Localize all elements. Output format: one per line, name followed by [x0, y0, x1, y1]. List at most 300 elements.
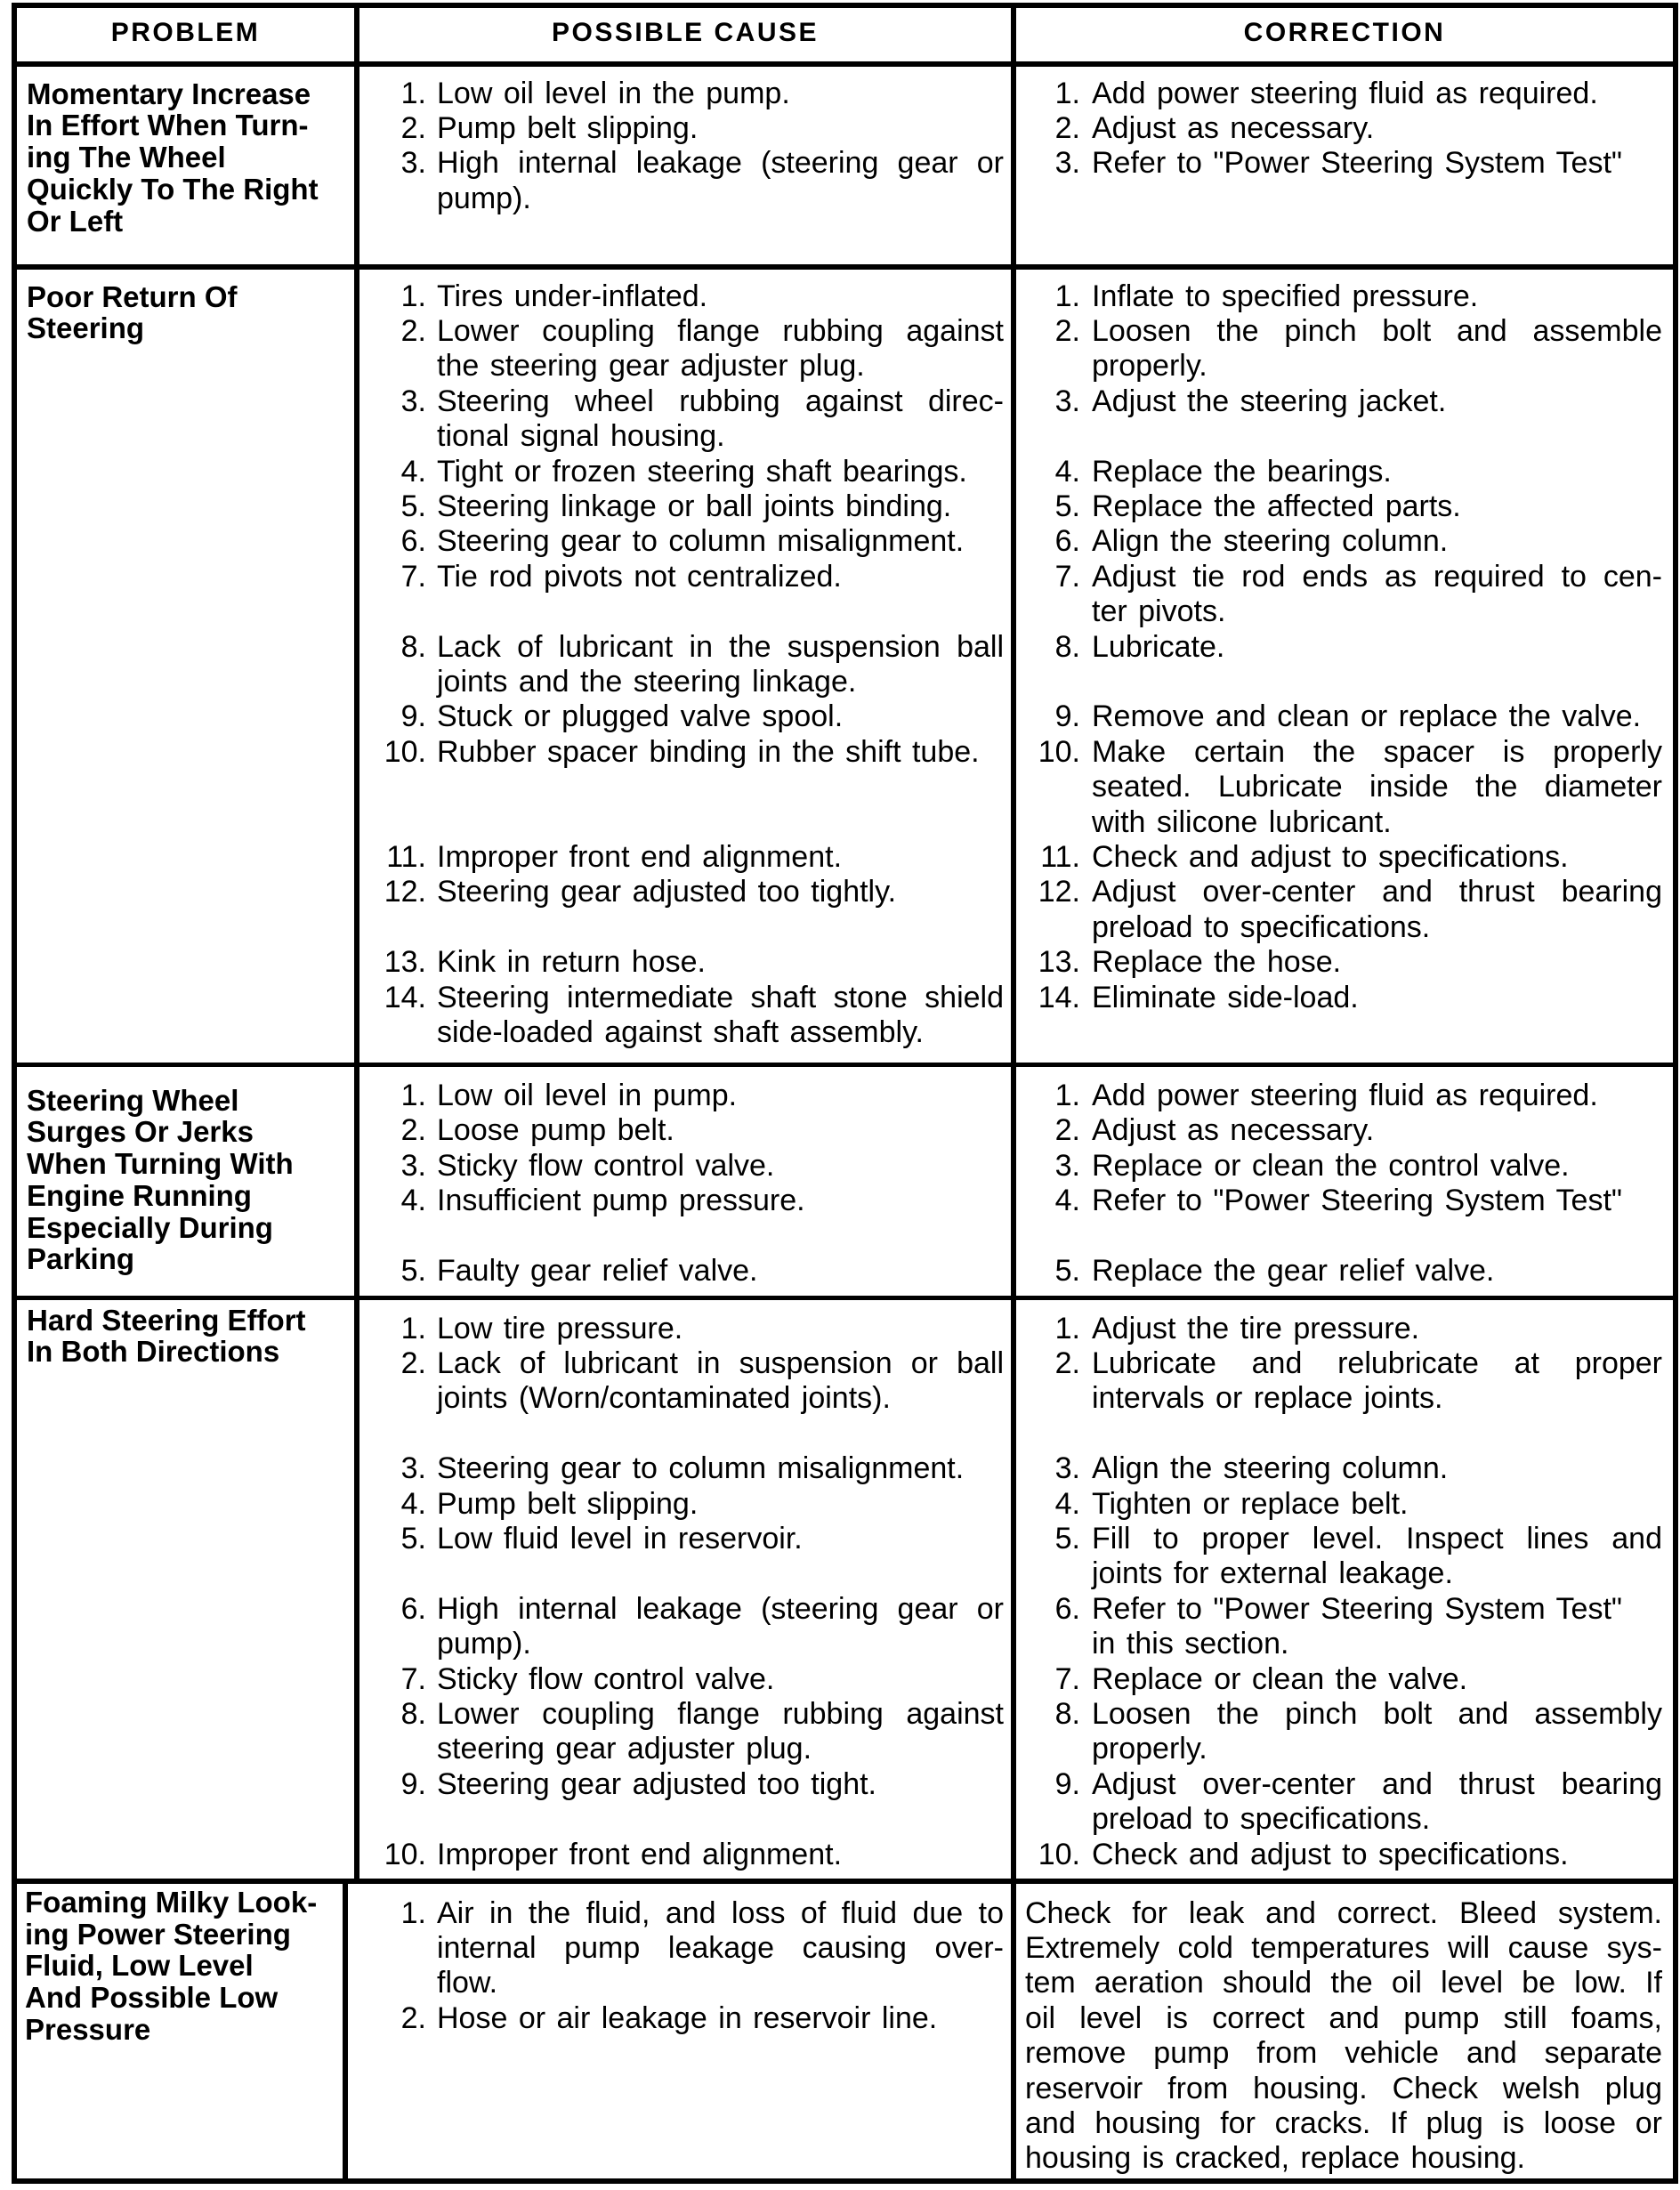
item-number: 3. — [400, 1148, 426, 1183]
cause-item — [359, 1487, 1011, 1522]
correction-text — [1092, 1451, 1662, 1486]
correction-paragraph — [1025, 1884, 1662, 2177]
item-number: 1. — [1054, 1311, 1080, 1346]
cause-item — [359, 1896, 1011, 2001]
item-number: 2. — [1054, 1346, 1080, 1380]
item-number: 2. — [1054, 313, 1080, 348]
text-line: Align the steering column. — [1092, 1451, 1449, 1486]
text-line: in this section. — [1092, 1627, 1289, 1661]
item-row — [359, 699, 1673, 734]
item-row — [359, 945, 1673, 980]
text-line: the steering gear adjuster plug. — [437, 349, 865, 384]
correction-item — [1016, 1254, 1673, 1289]
correction-text — [1092, 455, 1662, 489]
item-row — [359, 1767, 1673, 1838]
text-line: intervals or replace joints. — [1092, 1381, 1443, 1416]
text-line: pump). — [437, 181, 531, 215]
text-line: Refer to "Power Steering System Test" — [1092, 1591, 1622, 1626]
item-number: 3. — [1054, 384, 1080, 418]
cause-correction-list — [359, 67, 1673, 216]
row-hard-steering-effort — [17, 1300, 1673, 1879]
item-number: 6. — [400, 524, 426, 559]
text-line: Loosen the pinch bolt and assemble — [1092, 313, 1662, 348]
item-number: 2. — [1054, 1113, 1080, 1148]
item-row — [359, 1592, 1673, 1662]
text-line: joints and the steering linkage. — [437, 664, 857, 699]
text-line: Sticky flow control valve. — [437, 1148, 775, 1183]
item-number: 7. — [400, 1661, 426, 1696]
text-line: Refer to "Power Steering System Test" — [1092, 146, 1622, 181]
item-number: 4. — [1054, 1184, 1080, 1218]
correction-item — [1016, 1838, 1673, 1872]
cause-item — [359, 945, 1011, 980]
cause-text — [437, 1312, 1004, 1346]
cause-item — [359, 2001, 1011, 2036]
correction-text — [1092, 384, 1662, 455]
correction-text — [1092, 1113, 1662, 1148]
cause-item — [359, 455, 1011, 489]
item-number: 3. — [1054, 1148, 1080, 1183]
text-line: Lack of lubricant in the suspension ball — [437, 629, 1004, 664]
text-line: High internal leakage (steering gear or — [437, 1591, 1004, 1626]
item-number: 3. — [400, 1451, 426, 1486]
cause-text — [437, 455, 1004, 489]
text-line: side-loaded against shaft assembly. — [437, 1015, 925, 1050]
header-possible-cause: POSSIBLE CAUSE — [551, 18, 820, 47]
problem-line: Foaming Milky Look- — [25, 1886, 318, 1919]
cause-text — [437, 735, 1004, 840]
item-number: 2. — [400, 2000, 426, 2035]
correction-text — [1092, 945, 1662, 980]
problem-line: Hard Steering Effort — [27, 1303, 306, 1337]
correction-item — [1016, 77, 1673, 111]
item-number: 2. — [400, 110, 426, 145]
item-number: 10. — [1038, 1837, 1080, 1871]
correction-text — [1092, 146, 1662, 216]
text-line: Lubricate. — [1092, 629, 1225, 664]
cause-text — [437, 1487, 1004, 1522]
cause-text — [437, 981, 1004, 1051]
problem-line: Or Left — [27, 204, 124, 238]
cause-item — [359, 1522, 1011, 1592]
problem-line: When Turning With — [27, 1147, 294, 1181]
text-line: Lower coupling flange rubbing against — [437, 313, 1004, 348]
text-line: Stuck or plugged valve spool. — [437, 699, 844, 734]
text-line: Add power steering fluid as required. — [1092, 1079, 1598, 1112]
text-line: Tighten or replace belt. — [1092, 1486, 1409, 1521]
item-number: 13. — [1038, 945, 1080, 980]
cause-text — [437, 1346, 1004, 1417]
item-row — [359, 840, 1673, 875]
correction-text — [1092, 489, 1662, 524]
cause-text — [437, 1184, 1004, 1218]
cause-text — [437, 1896, 1004, 2001]
text-line: Replace or clean the control valve. — [1092, 1148, 1570, 1183]
item-number: 5. — [1054, 489, 1080, 523]
item-number: 3. — [1054, 146, 1080, 181]
text-line: properly. — [1092, 349, 1208, 384]
header-problem: PROBLEM — [110, 18, 261, 47]
text-line: Replace the affected parts. — [1092, 489, 1461, 523]
text-line: ter pivots. — [1092, 594, 1226, 629]
row-steering-wheel-surges — [17, 1067, 1673, 1296]
text-line: joints (Worn/contaminated joints). — [437, 1381, 891, 1416]
item-number: 6. — [1054, 1591, 1080, 1626]
item-number: 1. — [1054, 279, 1080, 313]
text-line: internal pump leakage causing over- — [437, 1930, 1004, 1965]
correction-text — [1092, 1592, 1662, 1662]
text-line: Tires under-inflated. — [437, 279, 708, 313]
problem-cell — [17, 67, 354, 237]
item-row — [359, 1522, 1673, 1592]
item-number: 1. — [400, 279, 426, 313]
text-line: Steering wheel rubbing against direc- — [437, 384, 1004, 418]
item-number: 1. — [400, 76, 426, 110]
problem-line: In Both Directions — [27, 1335, 280, 1369]
cause-text — [437, 1662, 1004, 1697]
problem-line: Steering — [27, 311, 145, 345]
text-line: flow. — [437, 1966, 498, 2000]
item-number: 2. — [400, 1346, 426, 1380]
item-number: 2. — [400, 313, 426, 348]
text-line: Steering intermediate shaft stone shield — [437, 980, 1004, 1014]
item-row — [359, 630, 1673, 700]
cause-text — [437, 77, 1004, 111]
correction-text — [1092, 1149, 1662, 1184]
cause-item — [359, 1451, 1011, 1486]
text-line: Eliminate side-load. — [1092, 980, 1359, 1014]
text-line: reservoir from housing. Check welsh plug — [1025, 2071, 1662, 2105]
problem-cell — [17, 1300, 354, 1368]
cause-text — [437, 1079, 1004, 1113]
correction-item — [1016, 489, 1673, 524]
cause-item — [359, 699, 1011, 734]
text-line: Loose pump belt. — [437, 1113, 674, 1148]
cause-text — [437, 1254, 1004, 1289]
cause-text — [437, 840, 1004, 875]
cause-item — [359, 1346, 1011, 1417]
item-number: 4. — [400, 1486, 426, 1521]
item-number: 9. — [400, 1766, 426, 1801]
item-row — [359, 1451, 1673, 1486]
item-number: 11. — [1040, 840, 1080, 874]
item-number: 8. — [400, 1696, 426, 1731]
correction-text — [1092, 1254, 1662, 1289]
item-number: 9. — [1054, 1766, 1080, 1801]
text-line: Low oil level in pump. — [437, 1079, 738, 1112]
correction-text — [1092, 981, 1662, 1051]
cause-item — [359, 735, 1011, 840]
text-line: Make certain the spacer is properly — [1092, 734, 1662, 769]
item-row — [359, 1487, 1673, 1522]
correction-item — [1016, 699, 1673, 734]
cause-text — [437, 1767, 1004, 1838]
item-number: 9. — [400, 699, 426, 734]
cause-text — [437, 875, 1004, 945]
cause-text — [437, 560, 1004, 630]
problem-cell — [17, 270, 354, 344]
item-number: 3. — [400, 384, 426, 418]
correction-text — [1092, 1312, 1662, 1346]
correction-text — [1092, 560, 1662, 630]
text-line: tional signal housing. — [437, 419, 725, 454]
cause-item — [359, 384, 1011, 455]
item-row — [359, 524, 1673, 559]
correction-text — [1092, 1522, 1662, 1592]
text-line: Steering linkage or ball joints binding. — [437, 489, 952, 523]
problem-line: Especially During — [27, 1210, 273, 1244]
correction-item — [1016, 945, 1673, 980]
item-row — [359, 314, 1673, 384]
cause-item — [359, 524, 1011, 559]
text-line: Sticky flow control valve. — [437, 1661, 775, 1696]
cause-item — [359, 1592, 1011, 1662]
text-line: Steering gear adjusted too tight. — [437, 1766, 876, 1801]
item-row — [359, 735, 1673, 840]
text-line: Replace the bearings. — [1092, 454, 1392, 489]
correction-text — [1092, 1079, 1662, 1113]
correction-item — [1016, 455, 1673, 489]
item-row — [359, 560, 1673, 630]
correction-item — [1016, 1522, 1673, 1592]
item-number: 1. — [1054, 1079, 1080, 1112]
item-number: 6. — [1054, 524, 1080, 559]
correction-item — [1016, 1079, 1673, 1113]
item-number: 13. — [384, 945, 426, 980]
cause-item — [359, 1113, 1011, 1148]
item-number: 3. — [400, 146, 426, 181]
text-line: Low oil level in the pump. — [437, 76, 790, 110]
problem-line: In Effort When Turn- — [27, 109, 309, 142]
cause-text — [437, 384, 1004, 455]
cause-text — [437, 1838, 1004, 1872]
row-foaming-milky-fluid — [17, 1884, 1673, 2178]
cause-item — [359, 1149, 1011, 1184]
text-line: Adjust tie rod ends as required to cen- — [1092, 559, 1662, 594]
cause-text — [437, 279, 1004, 314]
row-momentary-increase-in-effort — [17, 67, 1673, 264]
text-line: Adjust over-center and thrust bearing — [1092, 1766, 1662, 1801]
item-number: 4. — [400, 1184, 426, 1218]
item-row — [359, 111, 1673, 146]
item-number: 1. — [400, 1079, 426, 1112]
correction-text — [1092, 1662, 1662, 1697]
correction-item — [1016, 524, 1673, 559]
problem-line: And Possible Low — [25, 1981, 279, 2015]
correction-text — [1092, 735, 1662, 840]
item-row — [359, 146, 1673, 216]
item-number: 4. — [1054, 1486, 1080, 1521]
correction-item — [1016, 735, 1673, 840]
text-line: Adjust over-center and thrust bearing — [1092, 875, 1662, 909]
text-line: tem aeration should the oil level be low. If — [1025, 1966, 1662, 2000]
text-line: properly. — [1092, 1732, 1208, 1766]
problem-line: ing The Wheel — [27, 141, 226, 174]
item-number: 8. — [1054, 1696, 1080, 1731]
text-line: Tight or frozen steering shaft bearings. — [437, 454, 967, 489]
cause-text — [437, 1697, 1004, 1767]
cause-item — [359, 875, 1011, 945]
item-number: 10. — [1038, 734, 1080, 769]
cause-item — [359, 314, 1011, 384]
correction-item — [1016, 1487, 1673, 1522]
item-number: 8. — [1054, 629, 1080, 664]
text-line: Adjust the steering jacket. — [1092, 384, 1447, 418]
text-line: Replace the hose. — [1092, 945, 1342, 980]
text-line: remove pump from vehicle and separate — [1025, 2036, 1662, 2071]
cause-text — [437, 1113, 1004, 1148]
text-line: and housing for cracks. If plug is loose or — [1025, 2105, 1662, 2140]
text-line: Insufficient pump pressure. — [437, 1184, 805, 1218]
cause-text — [437, 1451, 1004, 1486]
correction-text — [1092, 111, 1662, 146]
correction-text — [1092, 630, 1662, 700]
correction-item — [1016, 146, 1673, 216]
problem-line: Momentary Increase — [27, 77, 311, 110]
item-number: 7. — [1054, 1661, 1080, 1696]
correction-text — [1092, 875, 1662, 945]
item-number: 11. — [386, 840, 426, 874]
item-number: 1. — [400, 1895, 426, 1930]
cause-item — [359, 560, 1011, 630]
correction-text — [1092, 1487, 1662, 1522]
text-line: Loosen the pinch bolt and assembly — [1092, 1696, 1662, 1731]
text-line: Replace or clean the valve. — [1092, 1661, 1468, 1696]
header-correction: CORRECTION — [1243, 18, 1446, 47]
problem-line: Quickly To The Right — [27, 172, 319, 206]
problem-cell — [17, 1884, 343, 2046]
cause-item — [359, 279, 1011, 314]
item-number: 10. — [384, 1837, 426, 1871]
item-row — [359, 1113, 1673, 1148]
item-number: 12. — [384, 875, 426, 909]
text-line: Low tire pressure. — [437, 1311, 683, 1346]
correction-item — [1016, 1767, 1673, 1838]
cause-item — [359, 1662, 1011, 1697]
cause-correction-list — [359, 1067, 1673, 1289]
correction-item — [1016, 1113, 1673, 1148]
cause-text — [437, 699, 1004, 734]
item-row — [359, 384, 1673, 455]
correction-item — [1016, 1697, 1673, 1767]
item-row — [359, 1149, 1673, 1184]
item-number: 2. — [1054, 110, 1080, 145]
problem-line: Poor Return Of — [27, 279, 238, 313]
text-line: Align the steering column. — [1092, 524, 1449, 559]
problem-line: Pressure — [25, 2012, 151, 2046]
cause-correction-list — [359, 1300, 1673, 1872]
text-line: Extremely cold temperatures will cause sys- — [1025, 1930, 1662, 1965]
text-line: preload to specifications. — [1092, 909, 1431, 944]
cause-item — [359, 1697, 1011, 1767]
item-number: 9. — [1054, 699, 1080, 734]
text-line: steering gear adjuster plug. — [437, 1732, 812, 1766]
correction-text — [1092, 1767, 1662, 1838]
cause-text — [437, 524, 1004, 559]
correction-item — [1016, 314, 1673, 384]
text-line: Check for leak and correct. Bleed system. — [1025, 1895, 1662, 1930]
correction-text — [1092, 279, 1662, 314]
text-line: Inflate to specified pressure. — [1092, 279, 1479, 313]
correction-item — [1016, 1312, 1673, 1346]
cause-text — [437, 1149, 1004, 1184]
correction-text — [1092, 524, 1662, 559]
cause-text — [437, 1522, 1004, 1592]
cause-text — [437, 146, 1004, 216]
text-line: housing is cracked, replace housing. — [1025, 2141, 1525, 2176]
item-number: 12. — [1038, 875, 1080, 909]
text-line: Low fluid level in reservoir. — [437, 1521, 803, 1556]
item-row — [359, 875, 1673, 945]
item-number: 6. — [400, 1591, 426, 1626]
text-line: Lack of lubricant in suspension or ball — [437, 1346, 1004, 1380]
row-poor-return-of-steering — [17, 270, 1673, 1063]
text-line: Steering gear to column misalignment. — [437, 524, 965, 559]
item-row — [359, 1662, 1673, 1697]
text-line: Check and adjust to specifications. — [1092, 840, 1569, 874]
item-row — [359, 1838, 1673, 1872]
cause-item — [359, 1079, 1011, 1113]
item-row — [359, 1312, 1673, 1346]
problem-line: ing Power Steering — [25, 1917, 291, 1951]
item-number: 1. — [400, 1311, 426, 1346]
cause-item — [359, 489, 1011, 524]
correction-item — [1016, 279, 1673, 314]
text-line: Add power steering fluid as required. — [1092, 76, 1598, 110]
item-row — [359, 981, 1673, 1051]
item-number: 5. — [1054, 1521, 1080, 1556]
item-row — [359, 1697, 1673, 1767]
item-row — [359, 1079, 1673, 1113]
cause-item — [359, 146, 1011, 216]
text-line: Rubber spacer binding in the shift tube. — [437, 734, 980, 769]
item-row — [359, 1346, 1673, 1417]
text-line: Improper front end alignment. — [437, 840, 843, 874]
cause-item — [359, 1254, 1011, 1289]
text-line: Pump belt slipping. — [437, 1486, 699, 1521]
cause-text — [437, 111, 1004, 146]
text-line: pump). — [437, 1627, 531, 1661]
cause-item — [359, 111, 1011, 146]
cause-text — [437, 314, 1004, 384]
text-line: with silicone lubricant. — [1092, 804, 1392, 839]
correction-item — [1016, 1662, 1673, 1697]
item-number: 1. — [1054, 76, 1080, 110]
correction-text — [1092, 699, 1662, 734]
correction-item — [1016, 1184, 1673, 1218]
text-line: Replace the gear relief valve. — [1092, 1254, 1495, 1289]
correction-text — [1092, 77, 1662, 111]
text-line: Fill to proper level. Inspect lines and — [1092, 1521, 1662, 1556]
problem-cell — [17, 1067, 354, 1275]
cause-text — [437, 1592, 1004, 1662]
text-line: Adjust as necessary. — [1092, 110, 1375, 145]
text-line: seated. Lubricate inside the diameter — [1092, 770, 1662, 804]
cause-item — [359, 1767, 1011, 1838]
text-line: Improper front end alignment. — [437, 1837, 843, 1871]
item-row — [359, 489, 1673, 524]
problem-line: Engine Running — [27, 1178, 252, 1212]
text-line: Hose or air leakage in reservoir line. — [437, 2000, 938, 2035]
cause-item — [359, 981, 1011, 1051]
item-number: 5. — [400, 1254, 426, 1289]
correction-item — [1016, 840, 1673, 875]
cause-correction-list — [359, 270, 1673, 1050]
text-line: preload to specifications. — [1092, 1802, 1431, 1837]
item-row — [359, 455, 1673, 489]
text-line: Lower coupling flange rubbing against — [437, 1696, 1004, 1731]
cause-item — [359, 840, 1011, 875]
